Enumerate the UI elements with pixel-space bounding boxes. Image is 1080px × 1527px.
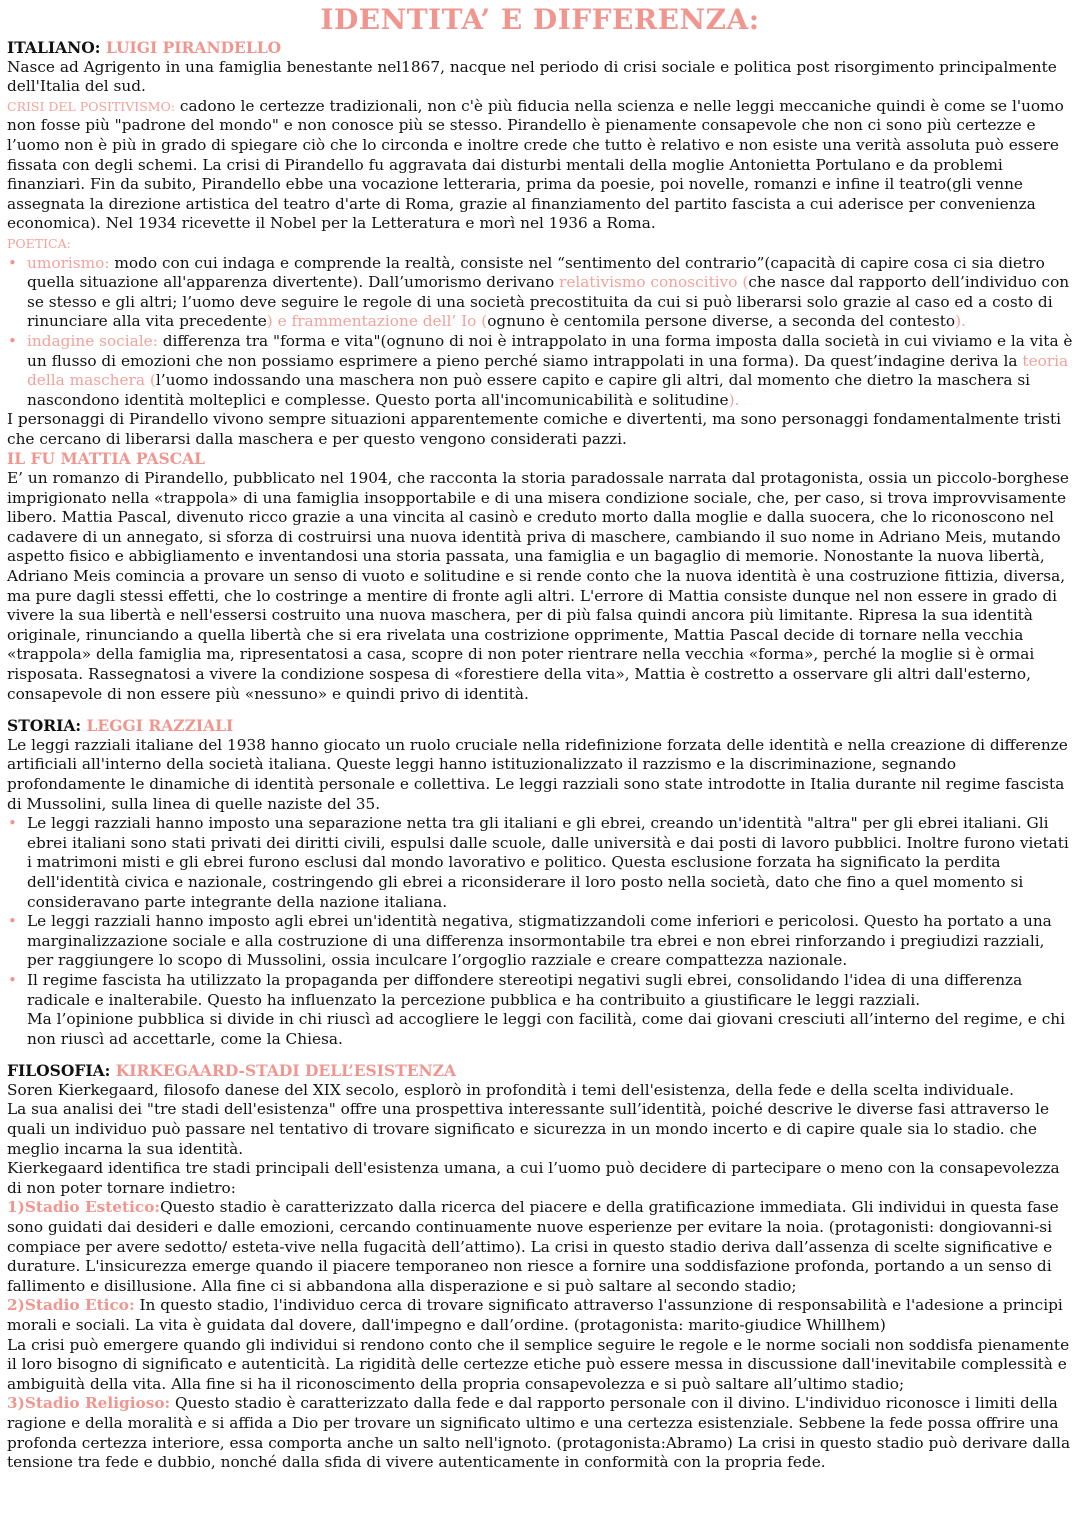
paragraph-stadio-religioso: 3)Stadio Religioso: Questo stadio è caratterizzato dalla fede e dal rapporto personale con il divino. L'individuo riconosce i limiti della ragione e della moralità e si affida a Dio per trovare un significato ultimo e una certezza esistenziale. Sebbene la fede possa offrire una profonda certezza interiore, essa comporta anche un salto nell'ignoto. (protagonista:Abramo) La crisi in questo stadio può derivare dalla tensione tra fede e dubbio, nonché dalla sfida di vivere autenticamente in conformità con la propria fede.	[7, 1394, 1071, 1472]
section-topic: KIRKEGAARD-STADI DELL’ESISTENZA	[115, 1061, 457, 1081]
paragraph-stadio-etico: 2)Stadio Etico: In questo stadio, l'individuo cerca di trovare significato attraverso l'assunzione di responsabilità e l'adesione a principi morali e sociali. La vita è guidata dal dovere, dall'impegno e dall’ordine. (protagonista: marito-giudice Whillhem)	[7, 1296, 1063, 1334]
page-title: IDENTITA’ E DIFFERENZA:	[320, 3, 760, 36]
stadio-label: 2)Stadio Etico:	[7, 1296, 135, 1315]
document-page	[7, 4, 1073, 1473]
paragraph-kierkegaard-1: Soren Kierkegaard, filosofo danese del XIX secolo, esplorò in profondità i temi dell'esistenza, della fede e della scelta individuale.	[7, 1080, 1014, 1099]
section-label: STORIA:	[7, 716, 82, 736]
list-item: • Le leggi razziali hanno imposto agli ebrei un'identità negativa, stigmatizzandoli come inferiori e pericolosi. Questo ha portato a una marginalizzazione sociale e alla costruzione di una differenza insormontabile tra ebrei e non ebrei rinforzando i pregiudizi razziali, per raggiungere lo scopo di Mussolini, ossia inculcare l’orgoglio razziale e creare compattezza nazionale.	[25, 912, 1073, 971]
section-gap	[7, 1049, 1073, 1061]
paragraph-kierkegaard-3: Kierkegaard identifica tre stadi principali dell'esistenza umana, a cui l’uomo può decidere di partecipare o meno con la consapevolezza di non poter tornare indietro:	[7, 1159, 1060, 1197]
section-label: FILOSOFIA:	[7, 1061, 111, 1081]
list-item: • Il regime fascista ha utilizzato la propaganda per diffondere stereotipi negativi sugli ebrei, consolidando l'idea di una differenza radicale e inalterabile. Questo ha influenzato la percezione pubblica e ha contribuito a giustificare le leggi razziali.	[25, 971, 1073, 1010]
list-item: • indagine sociale: differenza tra "forma e vita"(ognuno di noi è intrappolato in una forma imposta dalla società in cui viviamo e la vita è un flusso di emozioni che non possiamo esprimere a pieno perché siamo intrappolati in una forma). Da quest’indagine deriva la teoria della maschera (l’uomo indossando una maschera non può essere capito e capire gli altri, dal momento che dietro la maschera si nascondono identità molteplici e complesse. Questo porta all'incomunicabilità e solitudine).	[25, 332, 1073, 410]
stadio-label: 1)Stadio Estetico:	[7, 1198, 161, 1217]
paragraph-intro: Nasce ad Agrigento in una famiglia benestante nel1867, nacque nel periodo di crisi sociale e politica post risorgimento principalmente dell'Italia del sud.	[7, 57, 1057, 96]
section-heading-italiano	[7, 38, 1073, 58]
paragraph-crisi	[7, 97, 1073, 234]
paragraph-mattia-pascal: E’ un romanzo di Pirandello, pubblicato nel 1904, che racconta la storia paradossale narrata dal protagonista, ossia un piccolo-borghese imprigionato nella «trappola» di una famiglia insopportabile e di una misera condizione sociale, che, per caso, si trova improvvisamente libero. Mattia Pascal, divenuto ricco grazie a una vincita al casinò e creduto morto dalla moglie e dalla suocera, che lo riconoscono nel cadavere di un annegato, si sforza di costruirsi una nuova identità priva di maschere, cambiando il suo nome in Adriano Meis, mutando aspetto fisico e abbigliamento e inventandosi una storia passata, una famiglia e un bagaglio di memorie. Nonostante la nuova libertà, Adriano Meis comincia a provare un senso di vuoto e solitudine e si rende conto che la nuova identità è una costruzione fittizia, diversa, ma pure dagli stessi effetti, che lo costringe a mentire di fronte agli altri. L'errore di Mattia consiste dunque nel non essere in grado di vivere la sua libertà e nell'essersi costruito una nuova maschera, per di più falsa quindi ancora più limitante. Ripresa la sua identità originale, rinunciando a quella libertà che si era rivelata una costrizione opprimente, Mattia Pascal decide di tornare nella vecchia «trappola» della famiglia ma, ripresentatosi a casa, scopre di non poter rientrare nella vecchia «forma», perché la moglie si è ormai risposata. Rassegnatosi a vivere la condizione sospesa di «forestiere della vita», Mattia è costretto a osservare gli altri dall'esterno, consapevole di non essere più «nessuno» e quindi privo di identità.	[7, 469, 1069, 703]
section-label: ITALIANO:	[7, 38, 101, 57]
section-heading-storia	[7, 716, 1073, 736]
list-item: • umorismo: modo con cui indaga e comprende la realtà, consiste nel “sentimento del contrario”(capacità di capire cosa ci sia dietro quella situazione all'apparenza divertente). Dall’umorismo derivano relativismo conoscitivo (che nasce dal rapporto dell’individuo con se stesso e gli altri; l’uomo deve seguire le regole di una società precostituita da cui si può liberarsi solo grazie al caso ed a costo di rinunciare alla vita precedente) e frammentazione dell’ Io (ognuno è centomila persone diverse, a seconda del contesto).	[25, 254, 1073, 332]
section-heading-filosofia	[7, 1061, 1073, 1081]
paragraph-stadio-estetico: 1)Stadio Estetico:Questo stadio è caratterizzato dalla ricerca del piacere e della gratificazione immediata. Gli individui in questa fase sono guidati dai desideri e dalle emozioni, cercando continuamente nuove esperienze per evitare la noia. (protagonisti: dongiovanni-si compiace per avere sedotto/ esteta-vive nella fugacità dell’attimo). La crisi in questo stadio deriva dall’assenza di scelte significative e durature. L'insicurezza emerge quando il piacere temporaneo non riesce a fornire una soddisfazione profonda, portando a un senso di fallimento e disillusione. Alla fine ci si abbandona alla disperazione e si può saltare al secondo stadio;	[7, 1198, 1059, 1295]
section-topic: LEGGI RAZZIALI	[86, 716, 234, 736]
poetica-list	[7, 254, 1073, 411]
term-umorismo: umorismo:	[27, 253, 110, 272]
subheading-mattia-pascal: IL FU MATTIA PASCAL	[7, 449, 205, 469]
term-teoria-maschera: teoria della maschera (	[27, 351, 1069, 390]
paragraph-opinione: Ma l’opinione pubblica si divide in chi riuscì ad accogliere le leggi con facilità, come dai giovani cresciuti all’interno del regime, e chi non riuscì ad accettarle, come la Chiesa.	[27, 1010, 1066, 1048]
term-relativismo: relativismo conoscitivo (	[559, 273, 749, 292]
section-topic: LUIGI PIRANDELLO	[105, 38, 282, 57]
crisi-text: cadono le certezze tradizionali, non c'è più fiducia nella scienza e nelle leggi meccaniche quindi è come se l'uomo non fosse più "padrone del mondo" e non conosce più se stesso. Pirandello è pienamente consapevole che non ci sono più certezze e l’uomo non è più in grado di spiegare ciò che lo circonda e inoltre crede che tutto è relativo e non esiste una verità assoluta può essere fissata con degli schemi. La crisi di Pirandello fu aggravata dai disturbi mentali della moglie Antonietta Portulano e da problemi finanziari. Fin da subito, Pirandello ebbe una vocazione letteraria, prima da poesie, poi novelle, romanzi e infine il teatro(gli venne assegnata la direzione artistica del teatro d'arte di Roma, grazie al finanziamento del partito fascista a cui aderisce per convenienza economica). Nel 1934 ricevette il Nobel per la Letteratura e morì nel 1936 a Roma.	[7, 96, 1064, 233]
paragraph-personaggi: I personaggi di Pirandello vivono sempre situazioni apparentemente comiche e divertenti, ma sono personaggi fondamentalmente tristi che cercano di liberarsi dalla maschera e per questo vengono considerati pazzi.	[7, 410, 1062, 448]
subheading-poetica: POETICA:	[7, 235, 71, 251]
paragraph-leggi-intro: Le leggi razziali italiane del 1938 hanno giocato un ruolo cruciale nella ridefinizione forzata delle identità e nella creazione di differenze artificiali all'interno della società italiana. Queste leggi hanno istituzionalizzato il razzismo e la discriminazione, segnando profondamente le dinamiche di identità personale e collettiva. Le leggi razziali sono state introdotte in Italia durante nil regime fascista di Mussolini, sulla linea di quelle naziste del 35.	[7, 735, 1068, 813]
paragraph-stadio-etico-crisi: La crisi può emergere quando gli individui si rendono conto che il semplice seguire le regole e le norme sociali non soddisfa pienamente il loro bisogno di significato e autenticità. La rigidità delle certezze etiche può essere messa in discussione dall'inevitabile complessità e ambiguità della vita. Alla fine si ha il riconoscimento della propria consapevolezza e si può saltare all’ultimo stadio;	[7, 1335, 1070, 1393]
paragraph-kierkegaard-2: La sua analisi dei "tre stadi dell'esistenza" offre una prospettiva interessante sull’identità, poiché descrive le diverse fasi attraverso le quali un individuo può passare nel tentativo di trovare significato e sicurezza in un mondo incerto e di capire quale sia lo stadio. che meglio incarna la sua identità.	[7, 1100, 1050, 1158]
term-frammentazione: ) e frammentazione dell’ Io (	[266, 312, 488, 331]
term-indagine-sociale: indagine sociale:	[27, 331, 158, 350]
list-item: • Le leggi razziali hanno imposto una separazione netta tra gli italiani e gli ebrei, creando un'identità "altra" per gli ebrei italiani. Gli ebrei italiani sono stati privati dei diritti civili, espulsi dalle scuole, dalle università e dai posti di lavoro pubblici. Inoltre furono vietati i matrimoni misti e gli ebrei furono esclusi dal mondo lavorativo e politico. Questa esclusione forzata ha significato la perdita dell'identità civica e nazionale, costringendo gli ebrei a riconsiderare il loro posto nella società, dato che fino a quel momento si consideravano parte integrante della nazione italiana.	[25, 814, 1073, 912]
stadio-label: 3)Stadio Religioso:	[7, 1394, 171, 1413]
subheading-crisi: CRISI DEL POSITIVISMO:	[7, 98, 176, 114]
section-gap	[7, 704, 1073, 716]
storia-list	[7, 814, 1073, 1010]
